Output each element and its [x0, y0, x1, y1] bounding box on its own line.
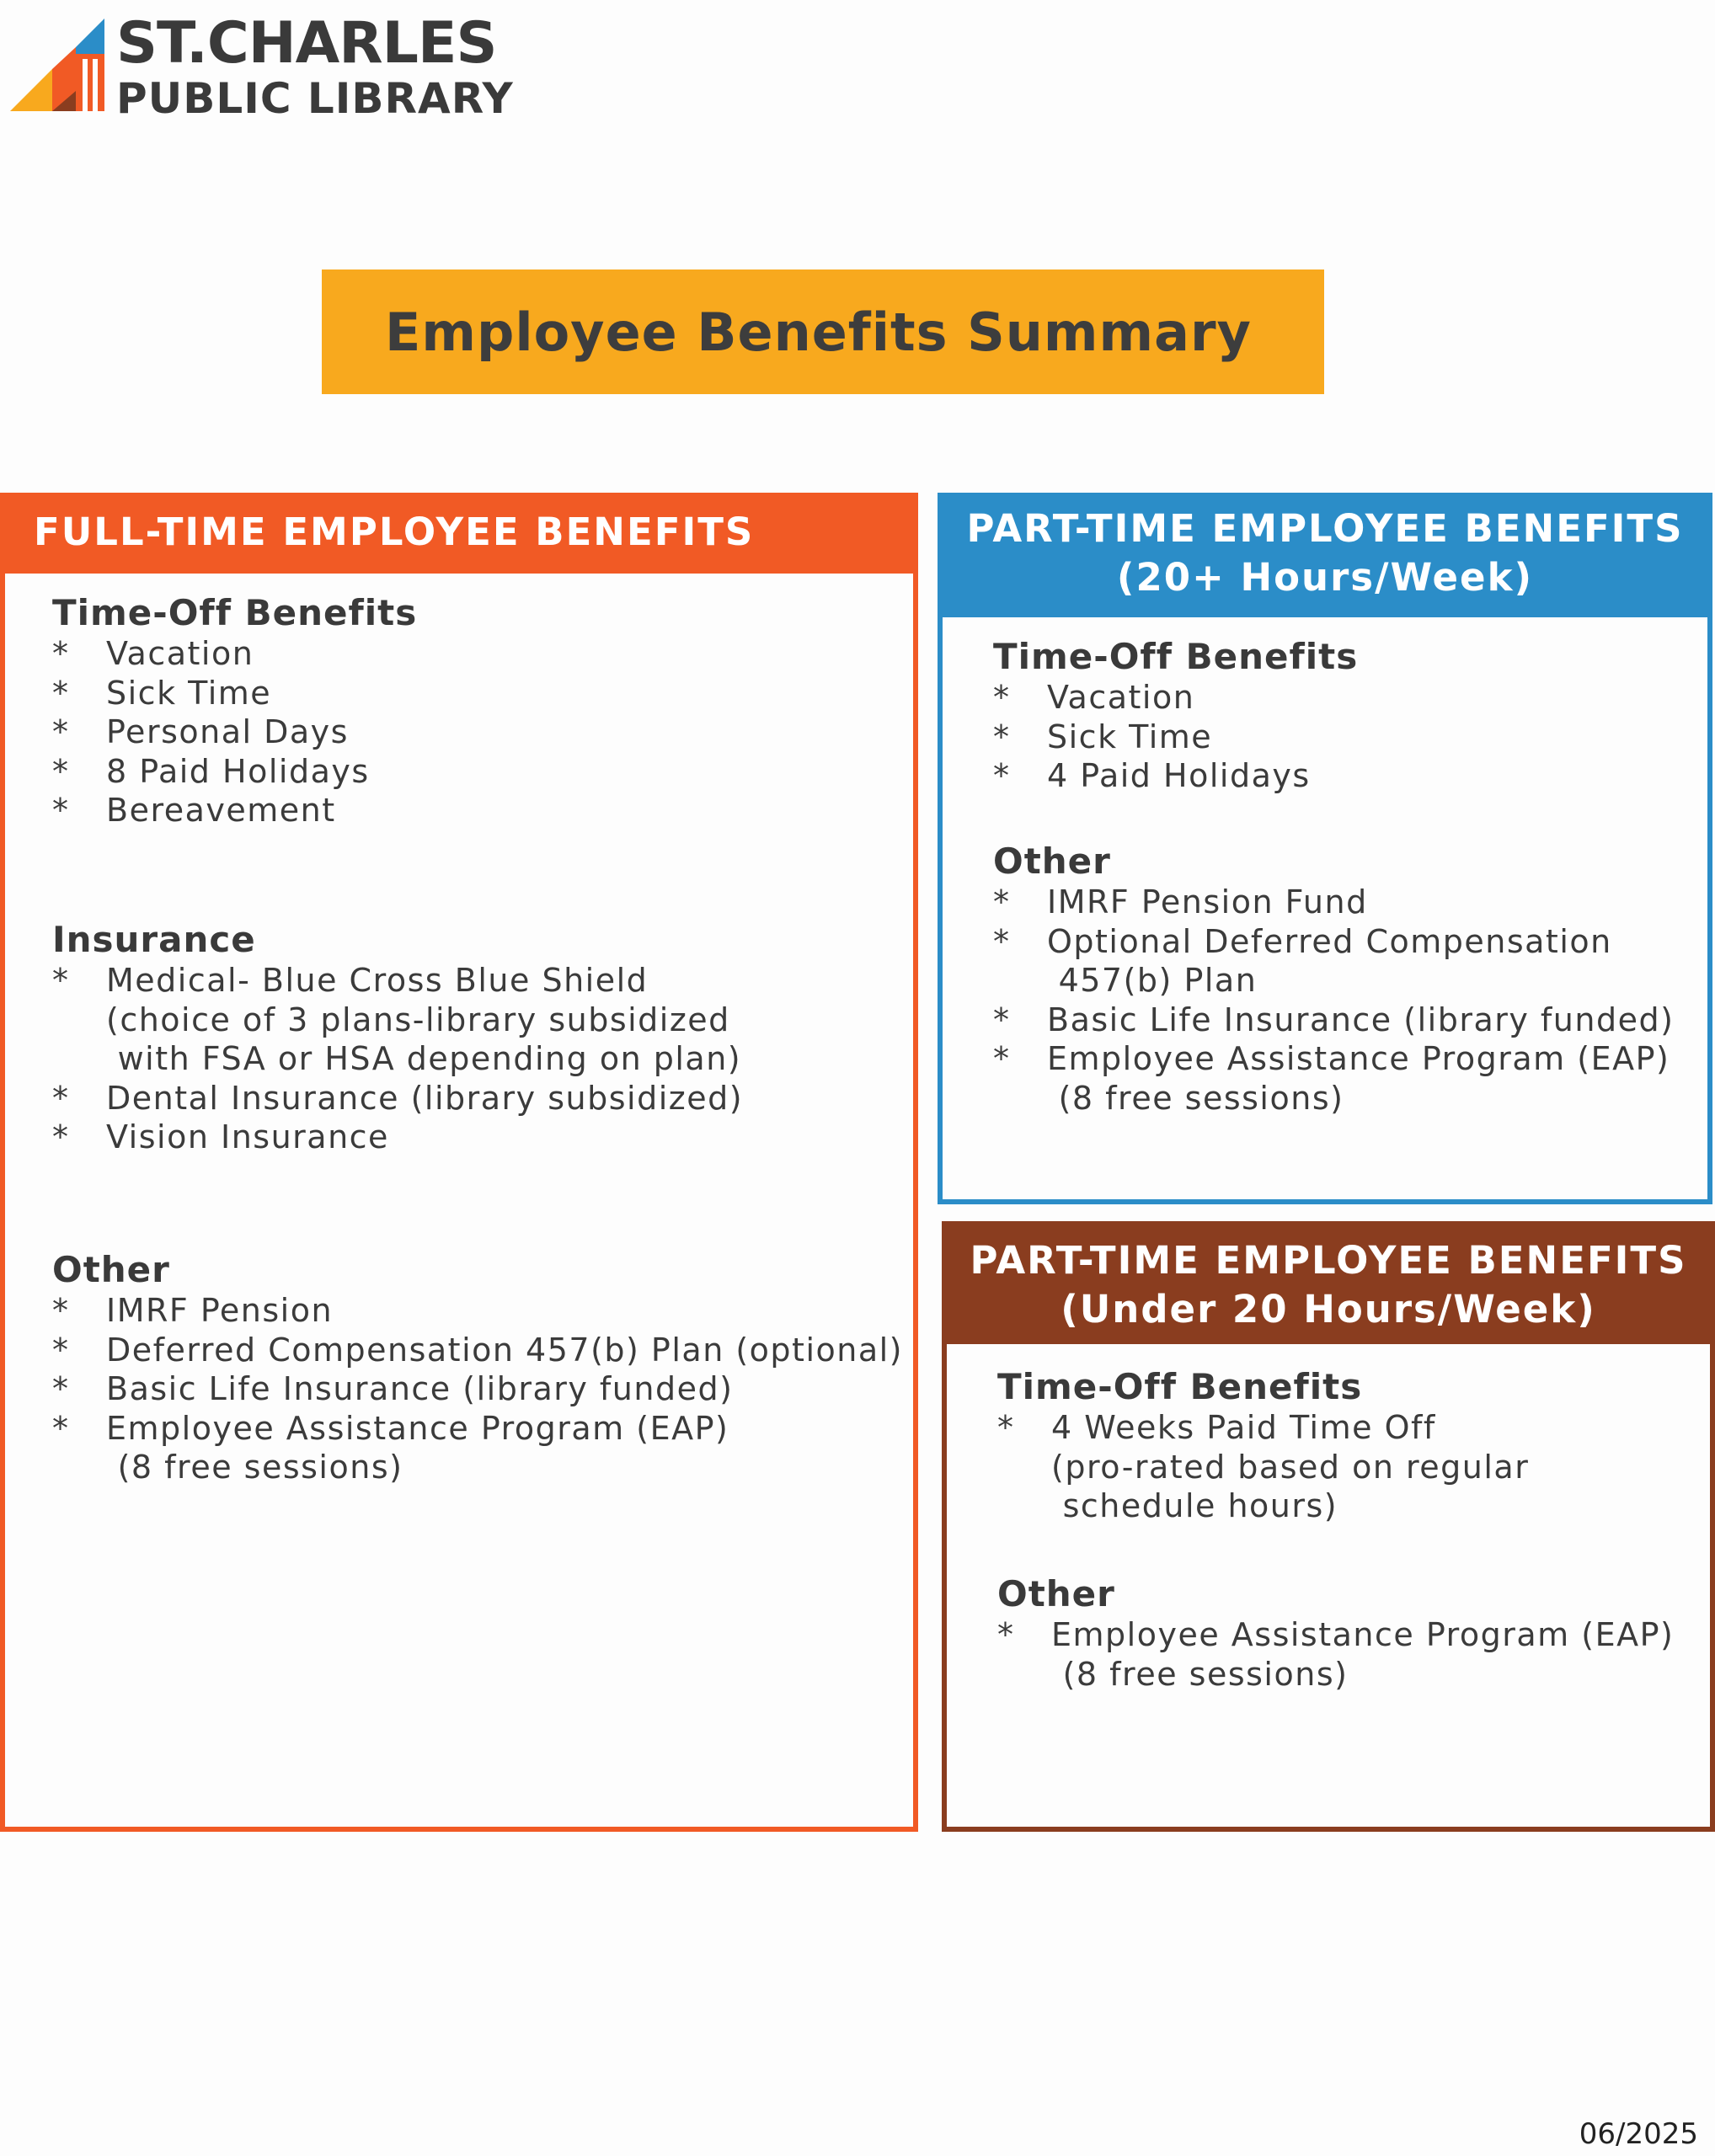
- list-item: [52, 1369, 903, 1409]
- list-item-text: IMRF Pension: [106, 1292, 334, 1329]
- list-item-text: Dental Insurance (library subsidized): [106, 1079, 744, 1117]
- list-item: [993, 922, 1674, 1001]
- title-banner: [322, 270, 1324, 394]
- full-time-time-off-section: [52, 592, 417, 830]
- bullet: *: [52, 713, 70, 750]
- list-item-text: Sick Time: [1047, 718, 1213, 755]
- list-item: [993, 1039, 1674, 1118]
- section-title: Time-Off Benefits: [997, 1366, 1363, 1407]
- logo-line-1: ST.CHARLES: [116, 10, 497, 77]
- full-time-header-text: FULL-TIME EMPLOYEE BENEFITS: [34, 510, 755, 554]
- full-time-other-section: [52, 1249, 903, 1487]
- list-item-text: Personal Days: [106, 713, 349, 750]
- full-time-benefits-card: [0, 493, 918, 1832]
- list-item: [52, 634, 417, 674]
- section-title: Time-Off Benefits: [993, 636, 1359, 677]
- bullet: *: [993, 922, 1011, 960]
- list-item-text: Basic Life Insurance (library funded): [1047, 1001, 1675, 1038]
- bullet: *: [993, 718, 1011, 755]
- list-item: [993, 756, 1358, 796]
- bullet: *: [52, 1331, 70, 1369]
- list-item: [993, 718, 1358, 757]
- bullet: *: [993, 1001, 1011, 1038]
- bullet: *: [52, 674, 70, 712]
- logo-wordmark: [116, 10, 514, 123]
- part-time-20-plus-body: [938, 617, 1712, 1204]
- full-time-body: [0, 574, 918, 1832]
- full-time-header: [0, 493, 918, 574]
- section-title: Insurance: [52, 919, 256, 960]
- bullet: *: [52, 752, 70, 790]
- list-item-text: Basic Life Insurance (library funded): [106, 1370, 734, 1407]
- bullet: *: [52, 1409, 70, 1447]
- list-item-text: Medical- Blue Cross Blue Shield (choice of 3 plans-library subsidized with FSA or HSA depending on plan): [106, 962, 742, 1077]
- part-time-under-20-other-section: [997, 1573, 1674, 1694]
- list-item: [52, 1409, 903, 1487]
- part-time-under-20-time-off-section: [997, 1366, 1529, 1526]
- part-time-under-20-card: [942, 1221, 1715, 1832]
- bullet: *: [997, 1409, 1015, 1446]
- list-item: [52, 752, 417, 792]
- list-item-text: Optional Deferred Compensation 457(b) Plan: [1047, 922, 1612, 999]
- part-time-20-plus-header-line-2: (20+ Hours/Week): [1116, 555, 1534, 600]
- list-item-text: Employee Assistance Program (EAP) (8 free sessions): [106, 1409, 729, 1486]
- bullet: *: [993, 883, 1011, 921]
- list-item: [993, 883, 1674, 922]
- list-item: [52, 1118, 743, 1157]
- part-time-20-plus-header-line-1: PART-TIME EMPLOYEE BENEFITS: [966, 506, 1684, 551]
- part-time-under-20-header-line-2: (Under 20 Hours/Week): [1061, 1287, 1596, 1331]
- bullet: *: [52, 1079, 70, 1117]
- list-item: [52, 1331, 903, 1370]
- part-time-20-time-off-section: [993, 636, 1358, 796]
- section-title: Time-Off Benefits: [52, 592, 418, 633]
- part-time-20-plus-card: [938, 493, 1712, 1204]
- part-time-under-20-header-line-1: PART-TIME EMPLOYEE BENEFITS: [970, 1238, 1687, 1283]
- list-item: [52, 1291, 903, 1331]
- bullet: *: [993, 1040, 1011, 1077]
- page-title: Employee Benefits Summary: [385, 301, 1252, 363]
- part-time-20-other-section: [993, 841, 1674, 1118]
- list-item: [997, 1408, 1529, 1526]
- library-logo-icon: [10, 15, 111, 116]
- list-item-text: Deferred Compensation 457(b) Plan (optional): [106, 1331, 904, 1369]
- section-title: Other: [993, 841, 1111, 882]
- list-item: [993, 1001, 1674, 1040]
- list-item-text: IMRF Pension Fund: [1047, 883, 1368, 921]
- full-time-insurance-section: [52, 919, 743, 1157]
- list-item-text: Vacation: [1047, 679, 1195, 716]
- bullet: *: [52, 1370, 70, 1407]
- section-title: Other: [997, 1573, 1115, 1614]
- list-item: [52, 674, 417, 713]
- bullet: *: [52, 635, 70, 672]
- list-item-text: 4 Paid Holidays: [1047, 757, 1311, 794]
- list-item: [52, 712, 417, 752]
- bullet: *: [993, 679, 1011, 716]
- part-time-under-20-body: [942, 1344, 1715, 1832]
- bullet: *: [52, 1292, 70, 1329]
- list-item: [993, 678, 1358, 718]
- list-item-text: 8 Paid Holidays: [106, 752, 370, 790]
- list-item-text: 4 Weeks Paid Time Off (pro-rated based on regular schedule hours): [1051, 1409, 1530, 1524]
- list-item: [52, 961, 743, 1079]
- part-time-under-20-header: [942, 1221, 1715, 1344]
- list-item-text: Vision Insurance: [106, 1118, 389, 1155]
- list-item-text: Sick Time: [106, 674, 272, 712]
- list-item: [52, 791, 417, 830]
- bullet: *: [52, 792, 70, 829]
- library-logo: [10, 10, 516, 123]
- bullet: *: [52, 1118, 70, 1155]
- bullet: *: [993, 757, 1011, 794]
- list-item-text: Vacation: [106, 635, 254, 672]
- list-item-text: Bereavement: [106, 792, 336, 829]
- bullet: *: [997, 1616, 1015, 1653]
- logo-line-2: PUBLIC LIBRARY: [116, 74, 514, 123]
- revision-date: 06/2025: [1579, 2117, 1698, 2151]
- list-item: [997, 1615, 1674, 1694]
- part-time-20-plus-header: [938, 493, 1712, 617]
- list-item-text: Employee Assistance Program (EAP) (8 free sessions): [1047, 1040, 1670, 1117]
- bullet: *: [52, 962, 70, 999]
- section-title: Other: [52, 1249, 170, 1290]
- list-item: [52, 1079, 743, 1118]
- list-item-text: Employee Assistance Program (EAP) (8 free sessions): [1051, 1616, 1675, 1693]
